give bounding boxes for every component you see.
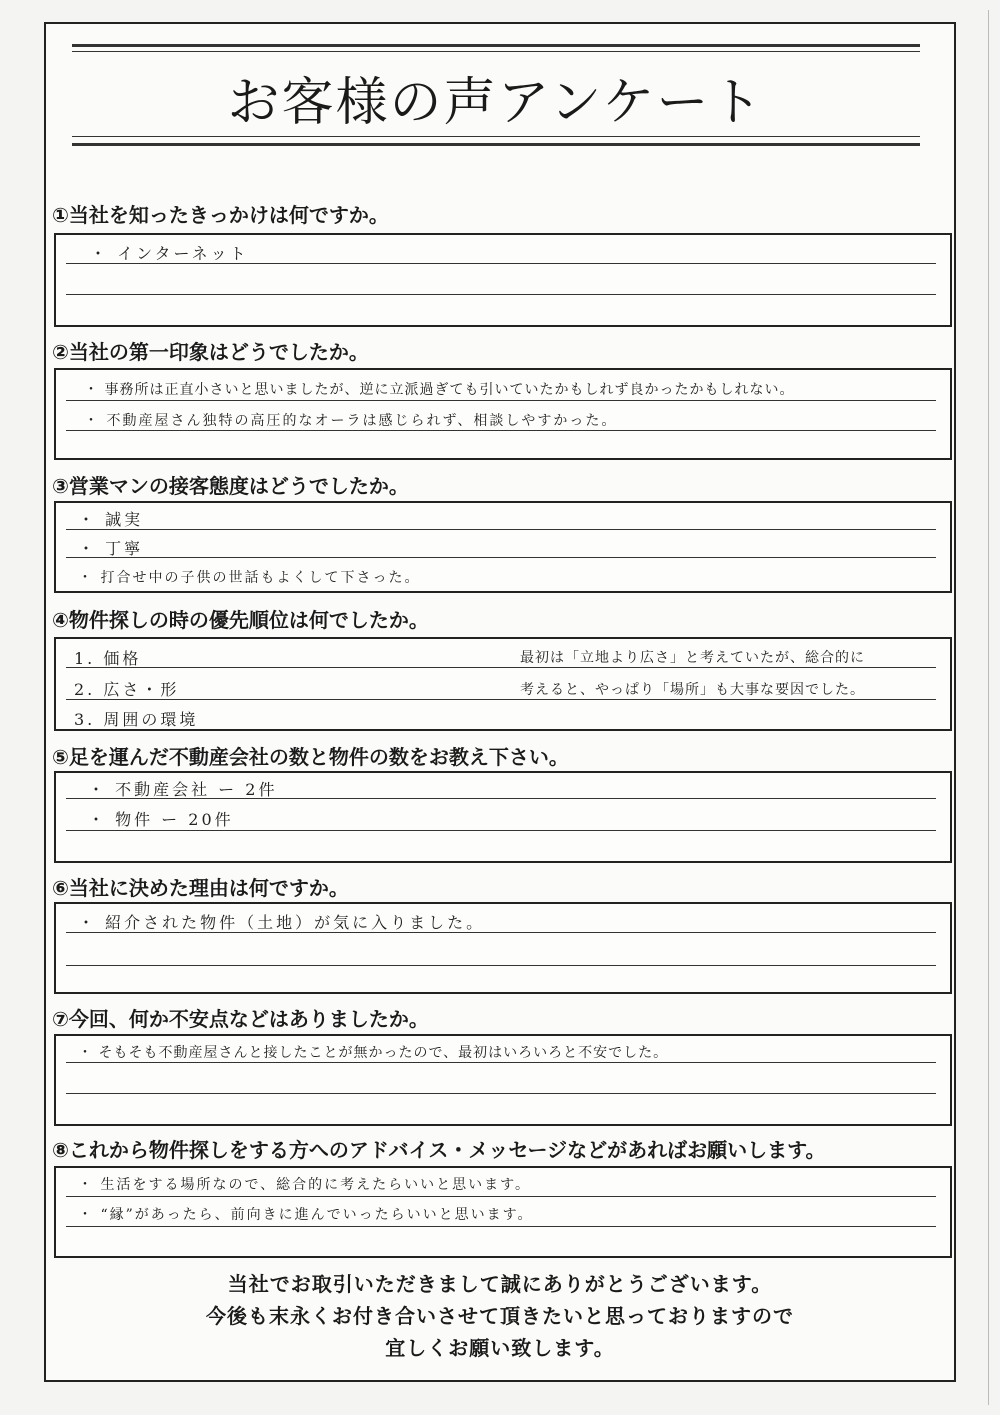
answer-line xyxy=(66,1093,936,1094)
answer-line xyxy=(66,557,936,558)
answer-box-5[interactable] xyxy=(54,771,952,863)
answer-text: 3. 周囲の環境 xyxy=(74,710,199,729)
answer-box-4[interactable] xyxy=(54,637,952,731)
answer-line xyxy=(66,830,936,831)
answer-text: ・ 紹介された物件（土地）が気に入りました。 xyxy=(78,913,486,932)
answer-line xyxy=(66,667,936,668)
answer-box-6[interactable] xyxy=(54,902,952,994)
answer-line xyxy=(66,1062,936,1063)
answer-text: ・ 不動産会社 ー 2件 xyxy=(88,780,278,799)
answer-text: ・ 誠実 xyxy=(78,510,144,529)
title-rule xyxy=(72,136,920,137)
scan-edge xyxy=(988,10,989,1405)
question-1-label: ①当社を知ったきっかけは何ですか。 xyxy=(52,203,389,227)
answer-line xyxy=(66,699,936,700)
answer-line xyxy=(66,294,936,295)
answer-text: ・ 生活をする場所なので、総合的に考えたらいいと思います。 xyxy=(78,1177,532,1193)
answer-text: ・ インターネット xyxy=(90,244,249,263)
closing-message-line: 今後も末永くお付き合いさせて頂きたいと思っておりますので xyxy=(206,1304,794,1328)
answer-comment: 最初は「立地より広さ」と考えていたが、総合的に xyxy=(520,650,865,666)
answer-text: ・ 丁寧 xyxy=(78,539,144,558)
answer-box-1[interactable] xyxy=(54,233,952,327)
title-rule xyxy=(72,51,920,52)
title-rule xyxy=(72,143,920,146)
answer-line xyxy=(66,430,936,431)
answer-box-3[interactable] xyxy=(54,501,952,593)
answer-box-8[interactable] xyxy=(54,1166,952,1258)
answer-text: ・ 打合せ中の子供の世話もよくして下さった。 xyxy=(78,570,421,586)
answer-comment: 考えると、やっぱり「場所」も大事な要因でした。 xyxy=(520,682,865,698)
answer-text: 1. 価格 xyxy=(74,649,142,668)
answer-text: ・ 物件 ー 20件 xyxy=(88,810,234,829)
question-2-label: ②当社の第一印象はどうでしたか。 xyxy=(52,340,369,364)
answer-line xyxy=(66,400,936,401)
answer-text: 2. 広さ・形 xyxy=(74,680,180,699)
answer-line xyxy=(66,965,936,966)
answer-text: ・ “縁”があったら、前向きに進んでいったらいいと思います。 xyxy=(78,1207,534,1223)
answer-box-7[interactable] xyxy=(54,1034,952,1126)
title-block xyxy=(72,44,920,148)
closing-message-line: 宜しくお願い致します。 xyxy=(385,1336,615,1360)
answer-text: ・ 不動産屋さん独特の高圧的なオーラは感じられず、相談しやすかった。 xyxy=(84,413,618,429)
question-4-label: ④物件探しの時の優先順位は何でしたか。 xyxy=(52,608,429,632)
question-7-label: ⑦今回、何か不安点などはありましたか。 xyxy=(52,1007,429,1031)
answer-text: ・ そもそも不動産屋さんと接したことが無かったので、最初はいろいろと不安でした。 xyxy=(78,1045,669,1061)
question-8-label: ⑧これから物件探しをする方へのアドバイス・メッセージなどがあればお願いします。 xyxy=(52,1138,826,1162)
question-6-label: ⑥当社に決めた理由は何ですか。 xyxy=(52,876,349,900)
answer-box-2[interactable] xyxy=(54,368,952,460)
answer-text: ・ 事務所は正直小さいと思いましたが、逆に立派過ぎても引いていたかもしれず良かったかもしれない。 xyxy=(84,382,795,398)
title-rule xyxy=(72,44,920,47)
question-3-label: ③営業マンの接客態度はどうでしたか。 xyxy=(52,474,409,498)
page-title: お客様の声アンケート xyxy=(227,73,765,133)
answer-line xyxy=(66,1226,936,1227)
question-5-label: ⑤足を運んだ不動産会社の数と物件の数をお教え下さい。 xyxy=(52,745,569,769)
closing-message-line: 当社でお取引いただきまして誠にありがとうございます。 xyxy=(227,1272,773,1296)
answer-line xyxy=(66,1196,936,1197)
answer-line xyxy=(66,529,936,530)
